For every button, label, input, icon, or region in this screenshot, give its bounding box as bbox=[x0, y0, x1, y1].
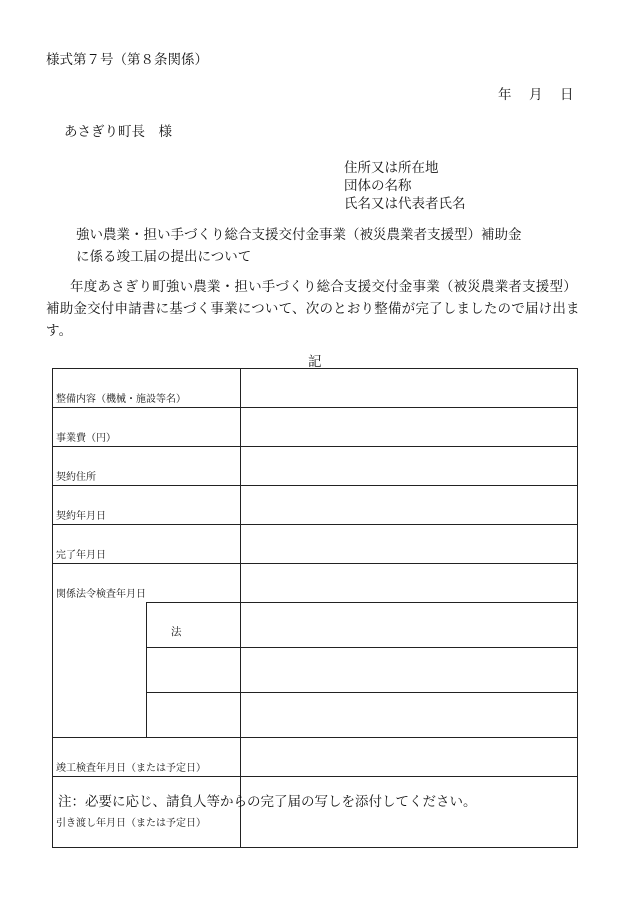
table-row bbox=[53, 777, 578, 848]
body-text: 年度あさぎり町強い農業・担い手づくり総合支援交付金事業（被災農業者支援型）補助金交付申請書に基づく事業について、次のとおり整備が完了しましたので届け出ます。 bbox=[46, 279, 580, 339]
row-label-text: 整備内容（機械・施設等名） bbox=[56, 394, 186, 405]
row-label-text: 契約年月日 bbox=[56, 511, 106, 522]
subject-line-2: に係る竣工届の提出について bbox=[76, 249, 252, 265]
table-row bbox=[53, 486, 578, 525]
row-value-cell[interactable] bbox=[241, 564, 578, 603]
org-name-label: 団体の名称 bbox=[344, 178, 412, 194]
law-value-cell[interactable] bbox=[241, 693, 578, 738]
row-label bbox=[53, 369, 241, 408]
row-label bbox=[53, 447, 241, 486]
law-sub-blank[interactable] bbox=[147, 648, 241, 693]
row-label-text: 竣工検査年月日（または予定日） bbox=[56, 763, 206, 774]
row-label bbox=[53, 525, 241, 564]
row-value-cell[interactable] bbox=[241, 369, 578, 408]
indent-cell bbox=[53, 648, 147, 693]
table-row bbox=[53, 408, 578, 447]
subject-line-1: 強い農業・担い手づくり総合支援交付金事業（被災農業者支援型）補助金 bbox=[76, 227, 522, 243]
address-label: 住所又は所在地 bbox=[344, 160, 439, 176]
row-value-cell[interactable] bbox=[241, 408, 578, 447]
row-label-text: 事業費（円） bbox=[56, 433, 116, 444]
law-value-cell[interactable] bbox=[241, 603, 578, 648]
subject bbox=[76, 224, 576, 268]
law-sub-label bbox=[147, 603, 241, 648]
row-value-cell[interactable] bbox=[241, 777, 578, 848]
table-row bbox=[53, 447, 578, 486]
row-label-text: 契約住所 bbox=[56, 472, 96, 483]
date-line: 年 月 日 bbox=[498, 87, 576, 103]
table-row bbox=[53, 369, 578, 408]
representative-name-label: 氏名又は代表者氏名 bbox=[344, 196, 466, 212]
table-row-law bbox=[53, 603, 578, 648]
row-label bbox=[53, 738, 241, 777]
row-label bbox=[53, 564, 241, 603]
row-value-cell[interactable] bbox=[241, 738, 578, 777]
table-row bbox=[53, 564, 578, 603]
footnote: 注：必要に応じ、請負人等からの完了届の写しを添付してください。 bbox=[58, 794, 477, 810]
table-row bbox=[53, 525, 578, 564]
row-label-text: 完了年月日 bbox=[56, 550, 106, 561]
row-value-cell[interactable] bbox=[241, 447, 578, 486]
row-label bbox=[53, 408, 241, 447]
indent-cell bbox=[53, 603, 147, 648]
form-number: 様式第７号（第８条関係） bbox=[46, 52, 208, 68]
indent-cell bbox=[53, 693, 147, 738]
table-row bbox=[53, 738, 578, 777]
addressee: あさぎり町長 様 bbox=[64, 124, 172, 140]
record-heading: 記 bbox=[308, 354, 322, 370]
law-sub-label-text: 法 bbox=[171, 626, 182, 638]
table-row-law-blank bbox=[53, 693, 578, 738]
completion-report-table bbox=[52, 368, 578, 848]
law-value-cell[interactable] bbox=[241, 648, 578, 693]
row-label bbox=[53, 777, 241, 848]
row-label-text: 引き渡し年月日（または予定日） bbox=[56, 818, 206, 829]
row-label-text: 関係法令検査年月日 bbox=[56, 589, 146, 600]
row-label bbox=[53, 486, 241, 525]
law-sub-blank[interactable] bbox=[147, 693, 241, 738]
row-value-cell[interactable] bbox=[241, 525, 578, 564]
table-row-law-blank bbox=[53, 648, 578, 693]
row-value-cell[interactable] bbox=[241, 486, 578, 525]
